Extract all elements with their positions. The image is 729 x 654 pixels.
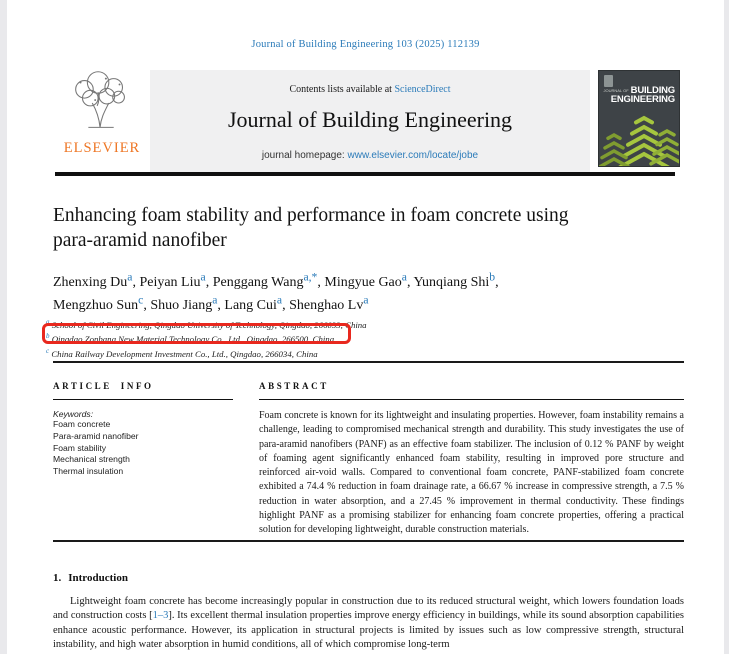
introduction-paragraph [53,595,684,653]
author-affiliation-mark[interactable]: a,* [303,270,318,283]
author-affiliation-mark[interactable]: a [363,293,369,307]
cover-journal-of-text: JOURNAL OF [603,88,629,93]
section-divider-rule [53,361,684,363]
author-affiliation-mark[interactable]: b [489,270,496,283]
sciencedirect-link[interactable]: ScienceDirect [394,84,451,95]
author: Mingyue Gao$^a$ , [324,275,410,290]
keywords-label: Keywords: [53,409,94,419]
elsevier-wordmark: ELSEVIER [63,140,141,156]
elsevier-tree-icon [63,70,141,134]
cover-title-line2: ENGINEERING [610,94,675,105]
abstract-section [259,381,684,538]
affiliation-a: $^a$ School of Civil Engineering, Qingdao University of Technology, Qingdao, 266033, China [46,318,367,330]
author-affiliation-mark[interactable]: a [276,293,283,307]
keyword-item: Foam stability [53,442,107,453]
affiliation-c: $^c$ China Railway Development Investment Co., Ltd., Qingdao, 266034, China [46,346,318,359]
citation-link-1-3[interactable]: 1–3 [152,610,169,622]
article-info-section [53,381,233,538]
pdf-page [7,0,724,654]
author-list [53,268,618,315]
homepage-label: journal homepage: [261,150,345,161]
author-affiliation-mark[interactable]: a [401,270,407,283]
intro-text-before-citation: Lightweight foam concrete has become increasingly popular in construction due to its reduced structural weight, which lowers foundation loads and construction costs [ [53,596,684,622]
keyword-item: Foam concrete [53,419,111,429]
keyword-item: Mechanical strength [53,454,130,465]
author: Peiyan Liu$^a$ , [139,275,209,290]
keyword-item: Thermal insulation [53,466,124,477]
affiliation-list [46,317,646,360]
intro-text-after-citation: ]. Its excellent thermal insulation properties improve energy efficiency in buildings, while its sound absorption capabilities enhance acoustic performance. However, its application in structural projects is limited by issues such as low compressive strength, structural instability, and high water absorption in humid conditions, all of which compromise long-term [53,610,684,651]
article-info-heading: ARTICLE INFO [53,381,233,400]
affiliation-b: $^b$ Qingdao Zonbang New Material Technology Co., Ltd., Qingdao, 266500, China [46,332,335,345]
cover-title-line1: BUILDING [630,85,675,96]
section-title: Introduction [68,572,128,584]
section-number: 1. [53,572,62,584]
author: Shenghao Lv$^a$ [289,293,369,314]
author-affiliation-mark[interactable]: a [200,270,206,283]
introduction-heading [53,572,128,584]
journal-header-banner [150,70,590,172]
author-affiliation-mark[interactable]: c [138,293,144,307]
elsevier-logo [55,70,149,172]
author: Lang Cui$^a$ , [224,298,285,313]
abstract-bottom-rule [53,540,684,542]
author: Yunqiang Shi$^b$ , [413,275,498,290]
abstract-text: Foam concrete is known for its lightweight and insulating properties. However, foam instability remains a challenge, leading to compromised mechanical strength and durability. This study investigates the use of para-aramid nanofibers (PANF) as an effective foam stabilizer. The inclusion of 0.12 % PANF by weight of foaming agent significantly enhanced foam stability, resulting in improved pore structure and reinforced air-void walls. Compared to conventional foam concrete, PANF-stabilized foam concrete exhibited a 74.4 % reduction in foam drainage rate, a 66.67 % increase in compressive strength, a 7.5 % reduction in water absorption, and a 27.45 % improvement in thermal conductivity. These findings highlight PANF as a promising stabilizer for enhancing foam concrete properties, offering a practical solution for developing lightweight, durable construction materials. [259,410,684,536]
journal-cover-image [598,70,680,167]
journal-name: Journal of Building Engineering [227,107,513,132]
abstract-heading: ABSTRACT [259,381,684,400]
author: Shuo Jiang$^a$ , [150,298,221,313]
journal-citation-link[interactable]: Journal of Building Engineering 103 (2025) 112139 [251,39,480,50]
journal-homepage-link[interactable]: www.elsevier.com/locate/jobe [347,150,479,161]
author: Penggang Wang$^{a,*}$ , [213,275,321,290]
contents-lists-text: Contents lists available at [289,84,392,95]
author-affiliation-mark[interactable]: a [212,293,218,307]
paper-title: Enhancing foam stability and performance in foam concrete using para-aramid nanofiber [53,205,569,251]
author: Mengzhuo Sun$^c$ , [53,298,147,313]
header-divider-rule [55,172,675,176]
author: Zhenxing Du$^a$ , [53,275,136,290]
keyword-item: Para-aramid nanofiber [53,430,139,441]
author-affiliation-mark[interactable]: a [127,270,133,283]
